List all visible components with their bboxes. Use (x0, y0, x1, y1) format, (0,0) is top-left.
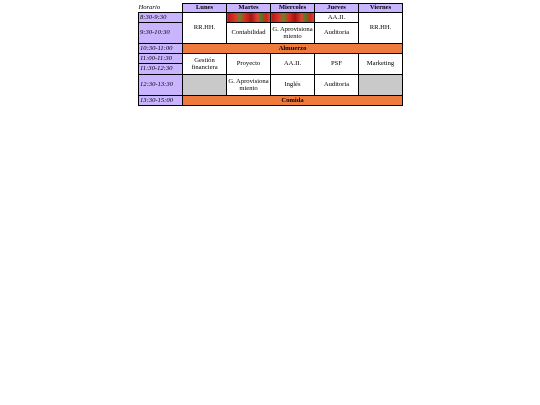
class-cell: Marketing (359, 54, 403, 75)
time-slot: 10:30-11:00 (139, 44, 183, 54)
strawberry-image (271, 13, 315, 23)
time-slot: 12:30-13:30 (139, 75, 183, 96)
class-cell: AA.II. (271, 54, 315, 75)
class-cell: Proyecto (227, 54, 271, 75)
class-cell: Auditoria (315, 23, 359, 44)
class-cell: PSF (315, 54, 359, 75)
day-header-jueves: Jueves (315, 4, 359, 13)
class-cell: Contabilidad (227, 23, 271, 44)
break-row-almuerzo: Almuerzo (183, 44, 403, 54)
class-cell: G. Aprovisiona miento (227, 75, 271, 96)
time-slot: 11:30-12:30 (139, 64, 183, 75)
empty-cell (359, 75, 403, 96)
day-header-viernes: Viernes (359, 4, 403, 13)
class-cell: RR.HH. (183, 13, 227, 44)
time-slot: 11:00-11:30 (139, 54, 183, 64)
day-header-miercoles: Miercoles (271, 4, 315, 13)
time-column-header: Horario (138, 4, 161, 11)
class-cell: G. Aprovisiona miento (271, 23, 315, 44)
empty-cell (183, 75, 227, 96)
break-row-comida: Comida (183, 96, 403, 106)
class-cell: AA.II. (315, 13, 359, 23)
class-cell: Inglés (271, 75, 315, 96)
day-header-lunes: Lunes (183, 4, 227, 13)
time-slot: 8:30-9:30 (139, 13, 183, 23)
time-slot: 9:30-10:30 (139, 23, 183, 44)
class-cell: RR.HH. (359, 13, 403, 44)
class-cell: Gestión financiera (183, 54, 227, 75)
strawberry-image (227, 13, 271, 23)
day-header-martes: Martes (227, 4, 271, 13)
schedule-table (138, 3, 403, 106)
class-cell: Auditoria (315, 75, 359, 96)
time-slot: 13:30-15:00 (139, 96, 183, 106)
